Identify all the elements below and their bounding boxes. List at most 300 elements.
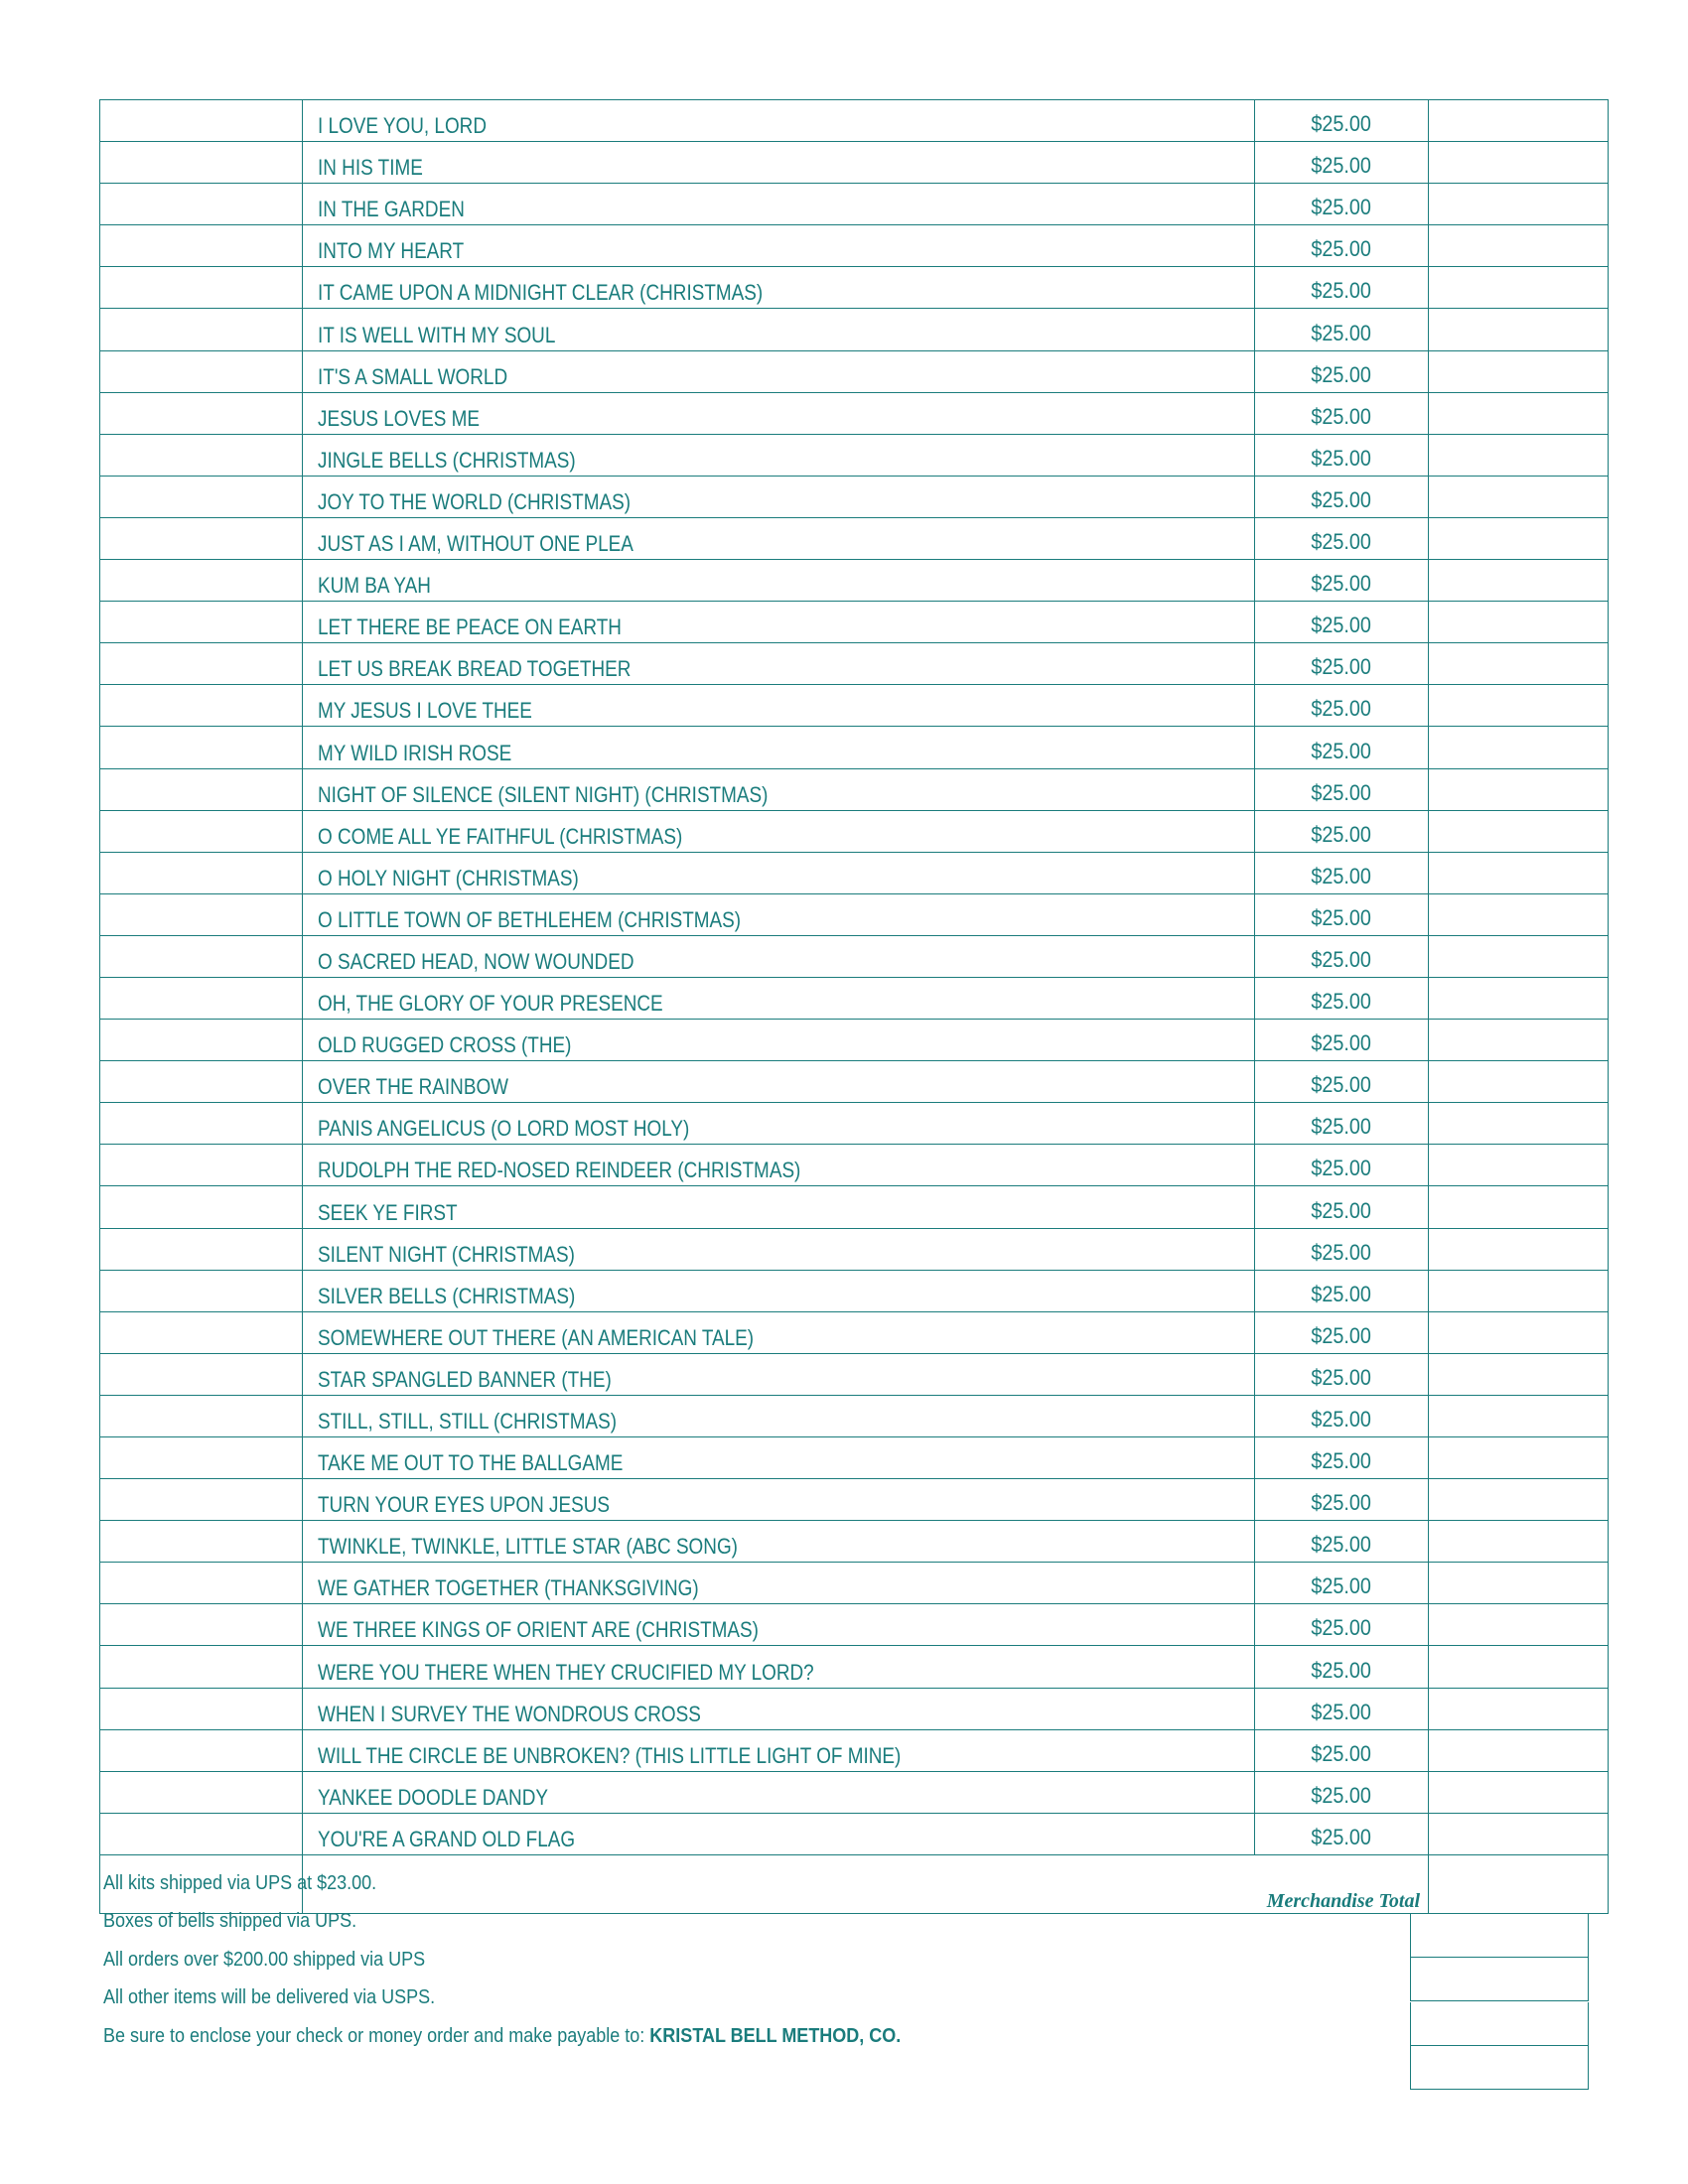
quantity-cell[interactable] bbox=[100, 1646, 303, 1688]
item-price bbox=[1255, 184, 1429, 225]
item-price-text: $25.00 bbox=[1311, 320, 1372, 345]
item-row bbox=[100, 476, 1609, 517]
line-total-cell[interactable] bbox=[1429, 1437, 1609, 1479]
line-total-cell[interactable] bbox=[1429, 1228, 1609, 1270]
item-title-text: JOY TO THE WORLD (CHRISTMAS) bbox=[318, 488, 632, 514]
quantity-cell[interactable] bbox=[100, 1353, 303, 1395]
line-total-cell[interactable] bbox=[1429, 602, 1609, 643]
item-row bbox=[100, 810, 1609, 852]
item-title bbox=[303, 560, 1255, 602]
item-price bbox=[1255, 1020, 1429, 1061]
item-row bbox=[100, 1813, 1609, 1854]
item-price-text: $25.00 bbox=[1311, 1407, 1372, 1432]
quantity-cell[interactable] bbox=[100, 1103, 303, 1145]
quantity-cell[interactable] bbox=[100, 434, 303, 476]
item-price bbox=[1255, 1395, 1429, 1436]
item-title-text: O SACRED HEAD, NOW WOUNDED bbox=[318, 948, 634, 974]
item-price-text: $25.00 bbox=[1311, 1448, 1372, 1474]
item-price bbox=[1255, 1688, 1429, 1729]
item-title-text: OVER THE RAINBOW bbox=[318, 1074, 509, 1100]
item-price-text: $25.00 bbox=[1311, 445, 1372, 471]
line-total-cell[interactable] bbox=[1429, 560, 1609, 602]
note-line: All kits shipped via UPS at $23.00. bbox=[103, 1872, 377, 1894]
item-price-text: $25.00 bbox=[1311, 1824, 1372, 1849]
item-title-text: NIGHT OF SILENCE (SILENT NIGHT) (CHRISTMAS) bbox=[318, 781, 769, 807]
item-title bbox=[303, 517, 1255, 559]
item-price bbox=[1255, 434, 1429, 476]
item-title-text: JUST AS I AM, WITHOUT ONE PLEA bbox=[318, 531, 633, 557]
item-price bbox=[1255, 1103, 1429, 1145]
item-row bbox=[100, 893, 1609, 935]
item-title-text: LET THERE BE PEACE ON EARTH bbox=[318, 614, 622, 640]
item-title bbox=[303, 852, 1255, 893]
item-row bbox=[100, 1563, 1609, 1604]
item-price bbox=[1255, 1479, 1429, 1521]
line-total-cell[interactable] bbox=[1429, 267, 1609, 309]
item-price-text: $25.00 bbox=[1311, 989, 1372, 1015]
item-title bbox=[303, 893, 1255, 935]
item-row bbox=[100, 602, 1609, 643]
quantity-cell[interactable] bbox=[100, 602, 303, 643]
quantity-cell[interactable] bbox=[100, 1186, 303, 1228]
item-title-text: TWINKLE, TWINKLE, LITTLE STAR (ABC SONG) bbox=[318, 1534, 738, 1560]
item-title bbox=[303, 1020, 1255, 1061]
item-title bbox=[303, 1729, 1255, 1771]
item-title-text: YOU'RE A GRAND OLD FLAG bbox=[318, 1826, 576, 1851]
quantity-cell[interactable] bbox=[100, 643, 303, 685]
item-price bbox=[1255, 1771, 1429, 1813]
shipping-field[interactable] bbox=[1410, 2002, 1589, 2046]
item-price-text: $25.00 bbox=[1311, 738, 1372, 763]
payee-name: KRISTAL BELL METHOD, CO. bbox=[649, 2025, 902, 2047]
quantity-cell[interactable] bbox=[100, 1020, 303, 1061]
item-price-text: $25.00 bbox=[1311, 236, 1372, 262]
item-row bbox=[100, 1437, 1609, 1479]
item-title bbox=[303, 100, 1255, 142]
item-title-text: WE THREE KINGS OF ORIENT ARE (CHRISTMAS) bbox=[318, 1617, 759, 1643]
quantity-cell[interactable] bbox=[100, 935, 303, 977]
item-row bbox=[100, 1145, 1609, 1186]
item-title-text: O LITTLE TOWN OF BETHLEHEM (CHRISTMAS) bbox=[318, 906, 742, 932]
item-row bbox=[100, 1479, 1609, 1521]
payment-instruction bbox=[103, 2025, 901, 2048]
item-title bbox=[303, 1646, 1255, 1688]
line-total-cell[interactable] bbox=[1429, 1270, 1609, 1311]
line-total-cell[interactable] bbox=[1429, 1020, 1609, 1061]
line-total-cell[interactable] bbox=[1429, 100, 1609, 142]
item-row bbox=[100, 1521, 1609, 1563]
item-price-text: $25.00 bbox=[1311, 1114, 1372, 1140]
item-price-text: $25.00 bbox=[1311, 1490, 1372, 1516]
item-row bbox=[100, 434, 1609, 476]
item-title bbox=[303, 685, 1255, 727]
line-total-cell[interactable] bbox=[1429, 893, 1609, 935]
quantity-cell[interactable] bbox=[100, 1813, 303, 1854]
item-price bbox=[1255, 810, 1429, 852]
item-title bbox=[303, 1813, 1255, 1854]
item-title-text: O COME ALL YE FAITHFUL (CHRISTMAS) bbox=[318, 823, 683, 849]
item-title-text: SILVER BELLS (CHRISTMAS) bbox=[318, 1283, 576, 1308]
item-row bbox=[100, 350, 1609, 392]
line-total-cell[interactable] bbox=[1429, 142, 1609, 184]
item-price-text: $25.00 bbox=[1311, 1072, 1372, 1098]
quantity-cell[interactable] bbox=[100, 350, 303, 392]
item-title bbox=[303, 977, 1255, 1019]
state-tax-field[interactable] bbox=[1410, 1958, 1589, 2001]
line-total-cell[interactable] bbox=[1429, 1604, 1609, 1646]
item-row bbox=[100, 1186, 1609, 1228]
item-price-text: $25.00 bbox=[1311, 779, 1372, 805]
item-price bbox=[1255, 309, 1429, 350]
item-row bbox=[100, 184, 1609, 225]
order-table bbox=[99, 99, 1609, 1914]
item-row bbox=[100, 1020, 1609, 1061]
line-total-cell[interactable] bbox=[1429, 392, 1609, 434]
item-row bbox=[100, 1353, 1609, 1395]
item-price-text: $25.00 bbox=[1311, 1281, 1372, 1306]
parish-tax-field[interactable] bbox=[1410, 1914, 1589, 1958]
item-title bbox=[303, 768, 1255, 810]
item-row bbox=[100, 685, 1609, 727]
line-total-cell[interactable] bbox=[1429, 1771, 1609, 1813]
item-title-text: SEEK YE FIRST bbox=[318, 1199, 458, 1225]
quantity-cell[interactable] bbox=[100, 685, 303, 727]
item-row bbox=[100, 852, 1609, 893]
line-total-cell[interactable] bbox=[1429, 1563, 1609, 1604]
item-price bbox=[1255, 392, 1429, 434]
note-line: Boxes of bells shipped via UPS. bbox=[103, 1910, 357, 1932]
item-title-text: OH, THE GLORY OF YOUR PRESENCE bbox=[318, 991, 663, 1017]
note-line: All other items will be delivered via USPS. bbox=[103, 1986, 436, 2008]
item-price-text: $25.00 bbox=[1311, 1239, 1372, 1265]
item-price bbox=[1255, 1186, 1429, 1228]
item-row bbox=[100, 1270, 1609, 1311]
line-total-cell[interactable] bbox=[1429, 1311, 1609, 1353]
quantity-cell[interactable] bbox=[100, 1563, 303, 1604]
item-price bbox=[1255, 1521, 1429, 1563]
quantity-cell[interactable] bbox=[100, 1270, 303, 1311]
quantity-cell[interactable] bbox=[100, 1145, 303, 1186]
item-price bbox=[1255, 267, 1429, 309]
quantity-cell[interactable] bbox=[100, 1395, 303, 1436]
item-title-text: WERE YOU THERE WHEN THEY CRUCIFIED MY LORD? bbox=[318, 1659, 814, 1685]
item-row bbox=[100, 1771, 1609, 1813]
line-total-cell[interactable] bbox=[1429, 1688, 1609, 1729]
line-total-cell[interactable] bbox=[1429, 434, 1609, 476]
item-price bbox=[1255, 685, 1429, 727]
item-title bbox=[303, 1270, 1255, 1311]
item-title bbox=[303, 643, 1255, 685]
item-price bbox=[1255, 1270, 1429, 1311]
item-title-text: YANKEE DOODLE DANDY bbox=[318, 1784, 549, 1810]
quantity-cell[interactable] bbox=[100, 1228, 303, 1270]
item-price-text: $25.00 bbox=[1311, 571, 1372, 597]
item-price bbox=[1255, 893, 1429, 935]
payment-prefix: Be sure to enclose your check or money order and make payable to: bbox=[103, 2025, 645, 2047]
quantity-cell[interactable] bbox=[100, 142, 303, 184]
item-title bbox=[303, 142, 1255, 184]
item-price-text: $25.00 bbox=[1311, 1740, 1372, 1766]
item-price-text: $25.00 bbox=[1311, 946, 1372, 972]
line-total-cell[interactable] bbox=[1429, 1145, 1609, 1186]
line-total-cell[interactable] bbox=[1429, 1813, 1609, 1854]
item-row bbox=[100, 1311, 1609, 1353]
line-total-cell[interactable] bbox=[1429, 643, 1609, 685]
item-price-text: $25.00 bbox=[1311, 278, 1372, 304]
item-row bbox=[100, 517, 1609, 559]
quantity-cell[interactable] bbox=[100, 727, 303, 768]
item-title bbox=[303, 476, 1255, 517]
item-row bbox=[100, 142, 1609, 184]
line-total-cell[interactable] bbox=[1429, 1521, 1609, 1563]
item-title bbox=[303, 225, 1255, 267]
item-title-text: JESUS LOVES ME bbox=[318, 405, 480, 431]
merchandise-total-label: Merchandise Total bbox=[303, 1854, 1429, 1913]
item-row bbox=[100, 560, 1609, 602]
line-total-cell[interactable] bbox=[1429, 309, 1609, 350]
item-title-text: INTO MY HEART bbox=[318, 238, 465, 264]
line-total-cell[interactable] bbox=[1429, 810, 1609, 852]
line-total-cell[interactable] bbox=[1429, 350, 1609, 392]
quantity-cell[interactable] bbox=[100, 810, 303, 852]
quantity-cell[interactable] bbox=[100, 267, 303, 309]
item-title-text: WHEN I SURVEY THE WONDROUS CROSS bbox=[318, 1701, 701, 1726]
item-title bbox=[303, 1479, 1255, 1521]
item-price-text: $25.00 bbox=[1311, 654, 1372, 680]
item-price-text: $25.00 bbox=[1311, 195, 1372, 220]
quantity-cell[interactable] bbox=[100, 1688, 303, 1729]
item-price bbox=[1255, 643, 1429, 685]
item-row bbox=[100, 267, 1609, 309]
item-row bbox=[100, 768, 1609, 810]
item-title-text: SOMEWHERE OUT THERE (AN AMERICAN TALE) bbox=[318, 1324, 755, 1350]
item-title bbox=[303, 1437, 1255, 1479]
item-price-text: $25.00 bbox=[1311, 1699, 1372, 1724]
item-row bbox=[100, 727, 1609, 768]
item-price-text: $25.00 bbox=[1311, 403, 1372, 429]
item-row bbox=[100, 1688, 1609, 1729]
item-title bbox=[303, 309, 1255, 350]
item-row bbox=[100, 392, 1609, 434]
item-price-text: $25.00 bbox=[1311, 1197, 1372, 1223]
item-title bbox=[303, 184, 1255, 225]
item-row bbox=[100, 935, 1609, 977]
item-title-text: O HOLY NIGHT (CHRISTMAS) bbox=[318, 865, 579, 890]
quantity-cell[interactable] bbox=[100, 1604, 303, 1646]
item-title bbox=[303, 267, 1255, 309]
item-title bbox=[303, 1563, 1255, 1604]
line-total-cell[interactable] bbox=[1429, 1479, 1609, 1521]
item-row bbox=[100, 1228, 1609, 1270]
item-title bbox=[303, 392, 1255, 434]
quantity-cell[interactable] bbox=[100, 560, 303, 602]
item-rows bbox=[100, 100, 1609, 1914]
item-title-text: RUDOLPH THE RED-NOSED REINDEER (CHRISTMAS) bbox=[318, 1158, 801, 1183]
quantity-cell[interactable] bbox=[100, 517, 303, 559]
line-total-cell[interactable] bbox=[1429, 1061, 1609, 1103]
item-title bbox=[303, 1061, 1255, 1103]
quantity-cell[interactable] bbox=[100, 977, 303, 1019]
item-price-text: $25.00 bbox=[1311, 1573, 1372, 1599]
item-row bbox=[100, 643, 1609, 685]
quantity-cell[interactable] bbox=[100, 476, 303, 517]
item-row bbox=[100, 1103, 1609, 1145]
item-title bbox=[303, 350, 1255, 392]
quantity-cell[interactable] bbox=[100, 1771, 303, 1813]
item-title-text: MY WILD IRISH ROSE bbox=[318, 740, 512, 765]
item-title bbox=[303, 1103, 1255, 1145]
item-row bbox=[100, 309, 1609, 350]
item-price-text: $25.00 bbox=[1311, 1322, 1372, 1348]
quantity-cell[interactable] bbox=[100, 1521, 303, 1563]
item-price bbox=[1255, 1437, 1429, 1479]
item-title-text: STAR SPANGLED BANNER (THE) bbox=[318, 1366, 612, 1392]
item-price bbox=[1255, 1061, 1429, 1103]
item-title bbox=[303, 727, 1255, 768]
line-total-cell[interactable] bbox=[1429, 517, 1609, 559]
item-price-text: $25.00 bbox=[1311, 361, 1372, 387]
item-title-text: PANIS ANGELICUS (O LORD MOST HOLY) bbox=[318, 1116, 690, 1142]
merchandise-total-field[interactable] bbox=[1429, 1854, 1609, 1913]
quantity-cell[interactable] bbox=[100, 1061, 303, 1103]
item-title-text: MY JESUS I LOVE THEE bbox=[318, 698, 532, 724]
quantity-cell[interactable] bbox=[100, 184, 303, 225]
item-price-text: $25.00 bbox=[1311, 1156, 1372, 1181]
item-title bbox=[303, 1395, 1255, 1436]
line-total-cell[interactable] bbox=[1429, 184, 1609, 225]
quantity-cell[interactable] bbox=[100, 309, 303, 350]
item-title-text: TURN YOUR EYES UPON JESUS bbox=[318, 1492, 611, 1518]
item-price bbox=[1255, 560, 1429, 602]
item-price bbox=[1255, 768, 1429, 810]
quantity-cell[interactable] bbox=[100, 1311, 303, 1353]
item-row bbox=[100, 1061, 1609, 1103]
item-title bbox=[303, 1771, 1255, 1813]
item-price-text: $25.00 bbox=[1311, 1030, 1372, 1056]
quantity-cell[interactable] bbox=[100, 1729, 303, 1771]
quantity-cell[interactable] bbox=[100, 1479, 303, 1521]
item-title-text: STILL, STILL, STILL (CHRISTMAS) bbox=[318, 1409, 618, 1433]
line-total-cell[interactable] bbox=[1429, 685, 1609, 727]
line-total-cell[interactable] bbox=[1429, 727, 1609, 768]
line-total-cell[interactable] bbox=[1429, 225, 1609, 267]
item-price-text: $25.00 bbox=[1311, 1532, 1372, 1558]
item-row bbox=[100, 1729, 1609, 1771]
item-title-text: WE GATHER TOGETHER (THANKSGIVING) bbox=[318, 1575, 699, 1601]
quantity-cell[interactable] bbox=[100, 893, 303, 935]
item-price bbox=[1255, 727, 1429, 768]
item-row bbox=[100, 225, 1609, 267]
item-price bbox=[1255, 1729, 1429, 1771]
item-price bbox=[1255, 1563, 1429, 1604]
item-title bbox=[303, 1604, 1255, 1646]
line-total-cell[interactable] bbox=[1429, 935, 1609, 977]
quantity-cell[interactable] bbox=[100, 225, 303, 267]
item-price bbox=[1255, 602, 1429, 643]
item-price bbox=[1255, 100, 1429, 142]
item-price bbox=[1255, 1353, 1429, 1395]
quantity-cell[interactable] bbox=[100, 852, 303, 893]
item-price bbox=[1255, 1311, 1429, 1353]
item-title bbox=[303, 1688, 1255, 1729]
line-total-cell[interactable] bbox=[1429, 476, 1609, 517]
item-price-text: $25.00 bbox=[1311, 111, 1372, 137]
line-total-cell[interactable] bbox=[1429, 1186, 1609, 1228]
item-price-text: $25.00 bbox=[1311, 613, 1372, 638]
line-total-cell[interactable] bbox=[1429, 768, 1609, 810]
line-total-cell[interactable] bbox=[1429, 1395, 1609, 1436]
quantity-cell[interactable] bbox=[100, 768, 303, 810]
item-price bbox=[1255, 977, 1429, 1019]
item-price bbox=[1255, 1813, 1429, 1854]
item-title-text: IT CAME UPON A MIDNIGHT CLEAR (CHRISTMAS) bbox=[318, 280, 764, 306]
item-title bbox=[303, 1521, 1255, 1563]
item-price-text: $25.00 bbox=[1311, 1364, 1372, 1390]
item-title-text: JINGLE BELLS (CHRISTMAS) bbox=[318, 447, 576, 473]
item-title-text: SILENT NIGHT (CHRISTMAS) bbox=[318, 1241, 575, 1267]
item-title-text: TAKE ME OUT TO THE BALLGAME bbox=[318, 1450, 624, 1476]
item-price bbox=[1255, 517, 1429, 559]
item-title bbox=[303, 935, 1255, 977]
item-price-text: $25.00 bbox=[1311, 1782, 1372, 1808]
item-title bbox=[303, 602, 1255, 643]
item-price-text: $25.00 bbox=[1311, 529, 1372, 555]
item-title-text: LET US BREAK BREAD TOGETHER bbox=[318, 656, 632, 682]
item-price bbox=[1255, 225, 1429, 267]
line-total-cell[interactable] bbox=[1429, 852, 1609, 893]
line-total-cell[interactable] bbox=[1429, 977, 1609, 1019]
quantity-cell[interactable] bbox=[100, 1437, 303, 1479]
line-total-cell[interactable] bbox=[1429, 1103, 1609, 1145]
item-title bbox=[303, 1353, 1255, 1395]
total-enclosed-field[interactable] bbox=[1410, 2046, 1589, 2090]
item-price-text: $25.00 bbox=[1311, 904, 1372, 930]
line-total-cell[interactable] bbox=[1429, 1646, 1609, 1688]
item-price bbox=[1255, 935, 1429, 977]
item-row bbox=[100, 1395, 1609, 1436]
item-title-text: IN THE GARDEN bbox=[318, 197, 465, 222]
line-total-cell[interactable] bbox=[1429, 1353, 1609, 1395]
item-price-text: $25.00 bbox=[1311, 1615, 1372, 1641]
item-price-text: $25.00 bbox=[1311, 696, 1372, 722]
item-title bbox=[303, 1145, 1255, 1186]
item-title-text: IN HIS TIME bbox=[318, 155, 423, 181]
item-title-text: KUM BA YAH bbox=[318, 573, 431, 599]
item-title-text: IT IS WELL WITH MY SOUL bbox=[318, 322, 556, 347]
line-total-cell[interactable] bbox=[1429, 1729, 1609, 1771]
item-price bbox=[1255, 142, 1429, 184]
item-title-text: IT'S A SMALL WORLD bbox=[318, 363, 508, 389]
item-row bbox=[100, 1604, 1609, 1646]
item-row bbox=[100, 977, 1609, 1019]
item-title bbox=[303, 1186, 1255, 1228]
item-price-text: $25.00 bbox=[1311, 486, 1372, 512]
note-line: All orders over $200.00 shipped via UPS bbox=[103, 1949, 426, 1971]
item-price-text: $25.00 bbox=[1311, 863, 1372, 888]
item-price bbox=[1255, 852, 1429, 893]
item-title bbox=[303, 1228, 1255, 1270]
item-title-text: I LOVE YOU, LORD bbox=[318, 113, 487, 139]
item-price bbox=[1255, 476, 1429, 517]
item-row bbox=[100, 100, 1609, 142]
item-title bbox=[303, 1311, 1255, 1353]
item-price bbox=[1255, 1145, 1429, 1186]
item-price bbox=[1255, 1646, 1429, 1688]
quantity-cell[interactable] bbox=[100, 100, 303, 142]
quantity-cell[interactable] bbox=[100, 392, 303, 434]
item-row bbox=[100, 1646, 1609, 1688]
item-title bbox=[303, 810, 1255, 852]
